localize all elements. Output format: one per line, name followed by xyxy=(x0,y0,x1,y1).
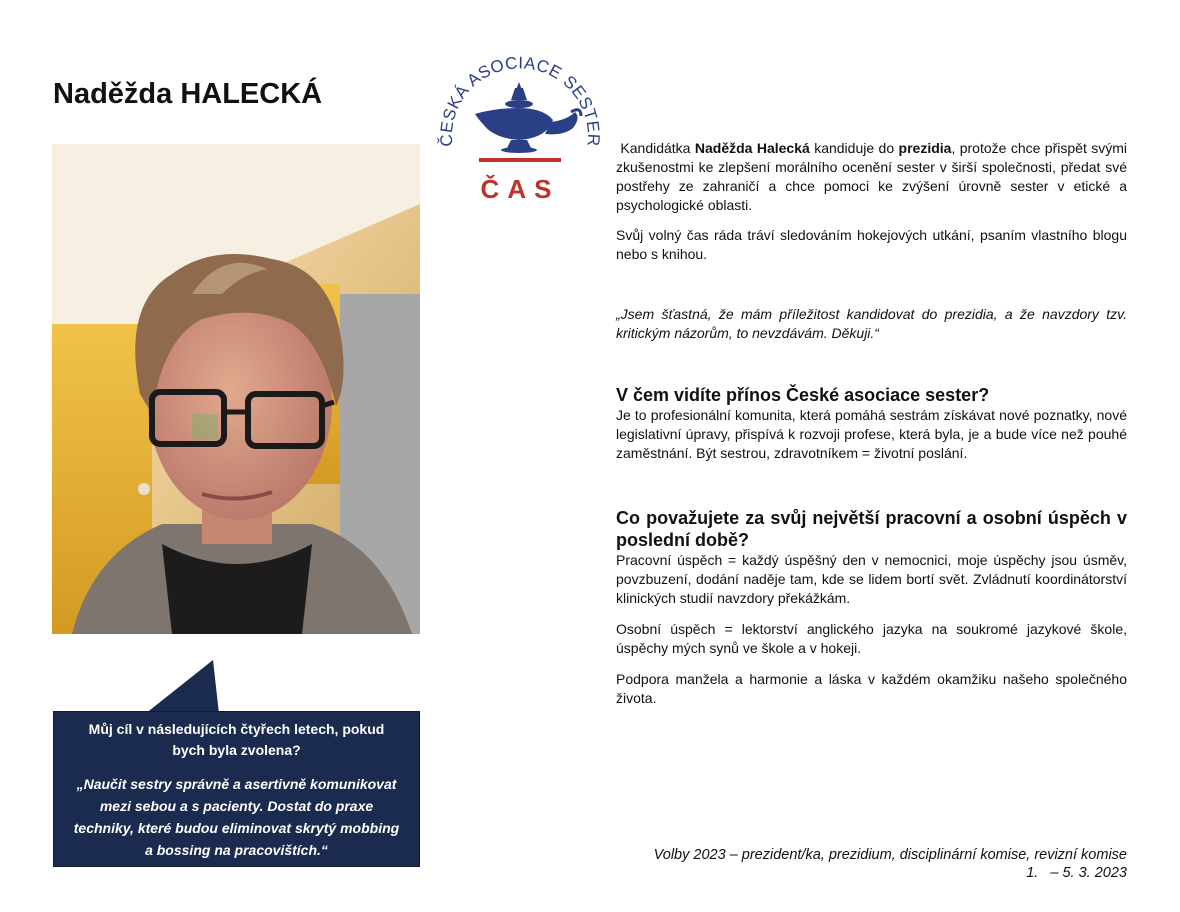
candidate-photo xyxy=(52,144,420,634)
footer-election-date: 1. – 5. 3. 2023 xyxy=(1026,865,1127,881)
speech-bubble-tail xyxy=(145,658,225,714)
section1-text: Je to profesionální komunita, která pomáhá sestrám získávat nové poznatky, nové legislativní úpravy, přispívá k rozvoji profese, která byla, je a bude více než pouhé zaměstnání. Být sestrou, zdravotníkem = životní poslání. xyxy=(616,407,1127,461)
oil-lamp-icon xyxy=(475,82,581,153)
intro-paragraph: Kandidátka Naděžda Halecká kandiduje do prezidia, protože chce přispět svými zkušenostmi ke zlepšení morálního ocenění sester v širší společnosti, předat své postřehy ze zahraničí a chce pomoci ke zvýšení úrovně sester v etické a psychologické oblasti. xyxy=(616,140,1128,213)
intro-role: prezidia xyxy=(898,140,952,156)
section2-paragraph-2: Osobní úspěch = lektorství anglického jazyka na soukromé jazykové škole, úspěchy mých synů ve škole a v hokeji. xyxy=(616,621,1127,656)
goal-speech-bubble xyxy=(53,711,420,867)
logo-arc-text: ČESKÁ ASOCIACE SESTER xyxy=(436,53,604,147)
hobbies-paragraph: Svůj volný čas ráda tráví sledováním hokejových utkání, psaním vlastního blogu nebo s knihou. xyxy=(616,227,1127,262)
section1-heading: V čem vidíte přínos České asociace sester? xyxy=(616,385,990,405)
footer-election-title: Volby 2023 – prezident/ka, prezidium, disciplinární komise, revizní komise xyxy=(653,847,1127,863)
goal-answer: „Naučit sestry správně a asertivně komunikovat mezi sebou a s pacienty. Dostat do praxe techniky, které budou eliminovat skrytý mobbing a bossing na pracovištích.“ xyxy=(73,776,400,858)
goal-question: Můj cíl v následujících čtyřech letech, pokud bych byla zvolena? xyxy=(88,721,385,758)
cas-logo xyxy=(435,38,605,208)
logo-red-bar xyxy=(479,158,561,162)
section2-paragraph-3: Podpora manžela a harmonie a láska v každém okamžiku našeho společného života. xyxy=(616,671,1127,706)
footer xyxy=(654,846,1127,882)
candidate-name: Naděžda HALECKÁ xyxy=(53,78,323,110)
main-content xyxy=(616,139,1127,708)
logo-abbr: ČAS xyxy=(480,174,560,204)
section2-paragraph-1: Pracovní úspěch = každý úspěšný den v nemocnici, moje úspěchy jsou úsměv, povzbuzení, dodání naděje tam, kde se lidem bortí svět. Zvládnutí koordinátorství klinických studií navzdory překážkám. xyxy=(616,552,1127,606)
section2-heading: Co považujete za svůj největší pracovní a osobní úspěch v poslední době? xyxy=(616,508,1127,550)
candidate-quote: „Jsem šťastná, že mám příležitost kandidovat do prezidia, a že navzdory tzv. kritickým názorům, to nevzdávám. Děkuji.“ xyxy=(616,306,1127,341)
intro-name: Naděžda Halecká xyxy=(694,140,810,156)
